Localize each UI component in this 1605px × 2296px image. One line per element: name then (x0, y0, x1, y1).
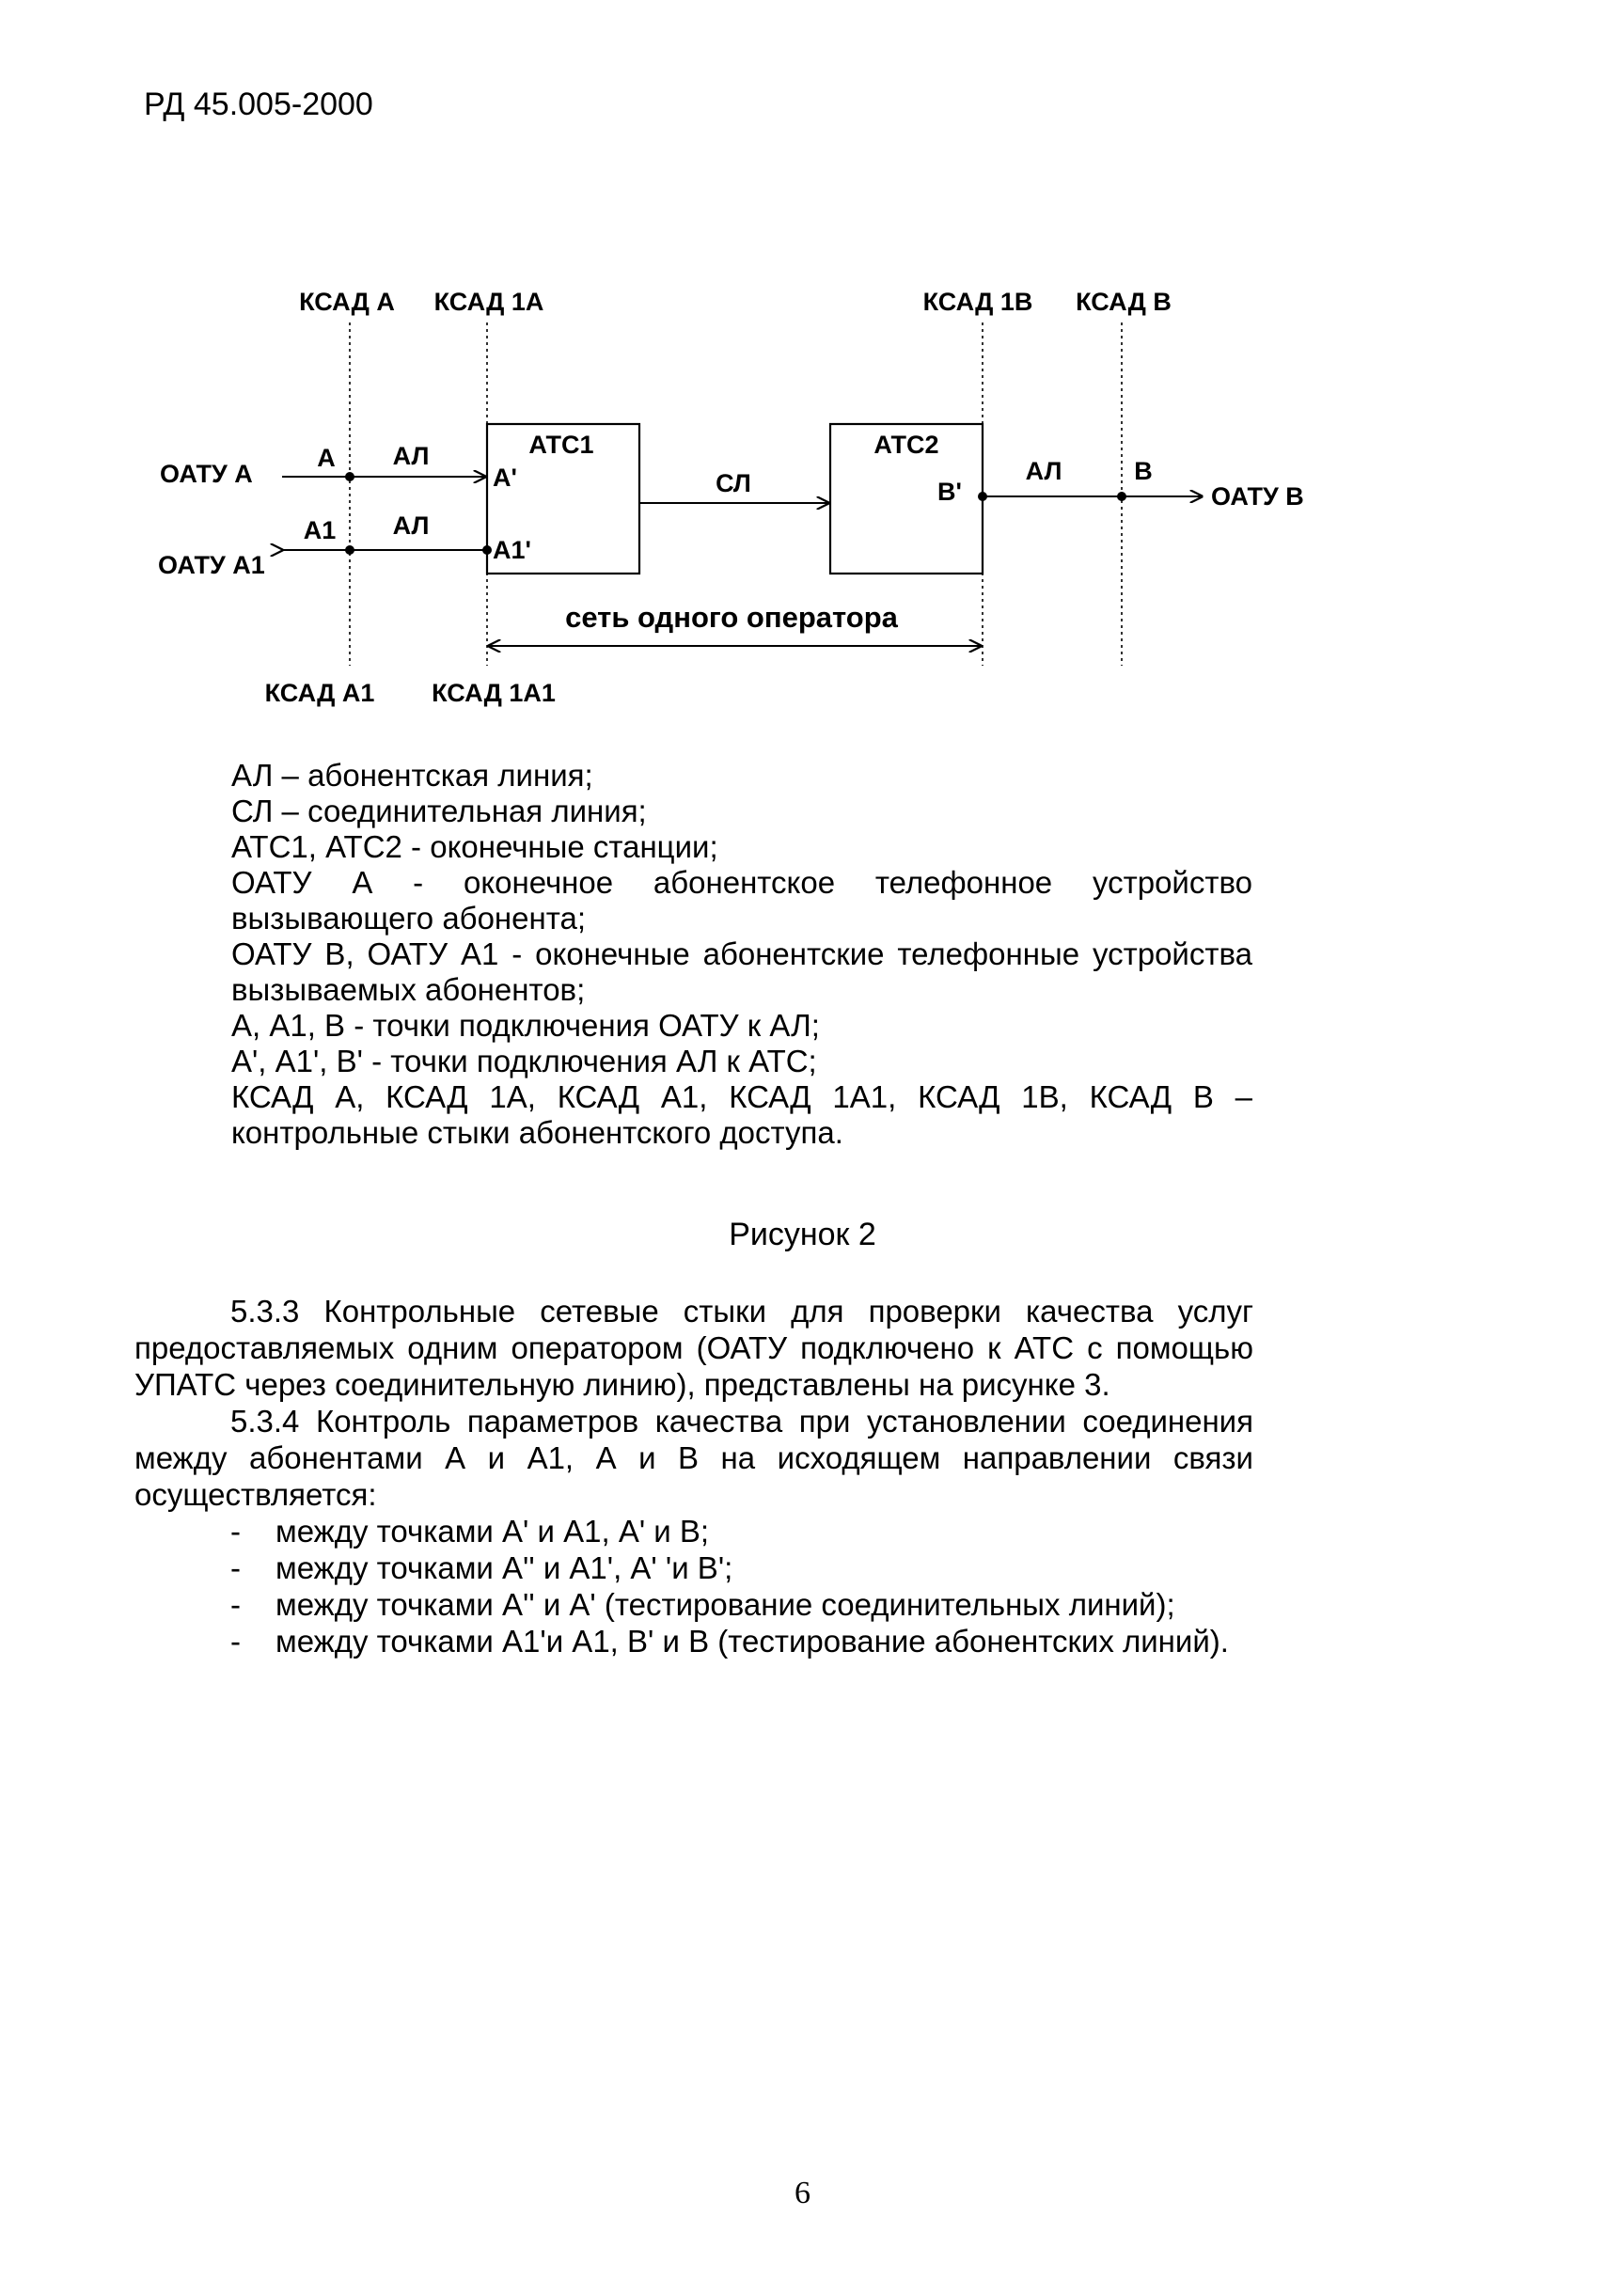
label-ksad-b: КСАД В (1076, 288, 1172, 316)
page-number: 6 (795, 2176, 810, 2210)
point-a-dot (345, 472, 354, 481)
label-point-a-prime: А' (493, 464, 517, 492)
bullet-dash: - (230, 1624, 241, 1659)
point-b-dot (1117, 492, 1126, 501)
label-oatu-a: ОАТУ А (160, 460, 253, 488)
label-ksad-1b: КСАД 1В (922, 288, 1033, 316)
operator-network-label: сеть одного оператора (565, 601, 898, 634)
bullet-text: между точками А'' и А1', А' 'и В'; (275, 1550, 733, 1585)
document-code: РД 45.005-2000 (144, 86, 373, 122)
legend-item: АТС1, АТС2 - оконечные станции; (231, 829, 718, 864)
label-point-a: А (317, 444, 336, 472)
label-al-bottom: АЛ (392, 511, 430, 540)
label-oatu-b: ОАТУ В (1211, 482, 1304, 511)
bullet-text: между точками А1'и А1, В' и В (тестирование абонентских линий). (275, 1624, 1229, 1659)
label-ksad-a: КСАД А (299, 288, 395, 316)
label-oatu-a1: ОАТУ А1 (158, 551, 265, 579)
legend-item: А, А1, В - точки подключения ОАТУ к АЛ; (231, 1008, 820, 1043)
label-al-right: АЛ (1025, 457, 1062, 485)
bullet-item (134, 1623, 1253, 1659)
legend-item: КСАД А, КСАД 1А, КСАД А1, КСАД 1А1, КСАД 1В, КСАД В – контрольные стыки абонентского доступа. (231, 1079, 1252, 1150)
legend-item: ОАТУ В, ОАТУ А1 - оконечные абонентские телефонные устройства вызываемых абонентов; (231, 936, 1252, 1007)
figure-2-diagram (0, 0, 1605, 752)
label-ksad-1a: КСАД 1А (433, 288, 544, 316)
label-point-a1: А1 (303, 516, 337, 544)
body-text (134, 1293, 1253, 1659)
point-b-prime-dot (978, 492, 987, 501)
label-ksad-1a1: КСАД 1А1 (432, 679, 556, 707)
bullet-dash: - (230, 1587, 241, 1622)
label-al-top: АЛ (392, 442, 430, 470)
bullet-item (134, 1549, 1253, 1586)
label-point-a1-prime: А1' (493, 536, 531, 564)
label-ksad-a1: КСАД А1 (264, 679, 375, 707)
label-sl: СЛ (716, 469, 751, 497)
bullet-item (134, 1586, 1253, 1623)
point-a1-prime-dot (482, 545, 492, 555)
figure-caption: Рисунок 2 (729, 1217, 876, 1252)
atc1-label: АТС1 (528, 431, 594, 459)
bullet-dash: - (230, 1514, 241, 1549)
label-point-b: В (1134, 457, 1153, 485)
figure-legend (231, 758, 1252, 1151)
paragraph-5-3-3: 5.3.3 Контрольные сетевые стыки для проверки качества услуг предоставляемых одним оператором (ОАТУ подключено к АТС с помощью УПАТС через соединительную линию), представлены на рисунке 3. (134, 1294, 1253, 1402)
legend-item: А', А1', В' - точки подключения АЛ к АТС; (231, 1044, 817, 1078)
label-point-b-prime: В' (937, 478, 962, 506)
bullet-item (134, 1513, 1253, 1549)
bullet-text: между точками А'' и А' (тестирование соединительных линий); (275, 1587, 1175, 1622)
atc2-label: АТС2 (873, 431, 939, 459)
legend-item: СЛ – соединительная линия; (231, 794, 647, 828)
point-a1-dot (345, 545, 354, 555)
paragraph-5-3-4: 5.3.4 Контроль параметров качества при установлении соединения между абонентами А и А1, А и В на исходящем направлении связи осуществляется: (134, 1404, 1253, 1512)
legend-item: ОАТУ А - оконечное абонентское телефонное устройство вызывающего абонента; (231, 865, 1252, 936)
legend-item: АЛ – абонентская линия; (231, 758, 593, 793)
bullet-dash: - (230, 1550, 241, 1585)
bullet-text: между точками А' и А1, А' и В; (275, 1514, 710, 1549)
